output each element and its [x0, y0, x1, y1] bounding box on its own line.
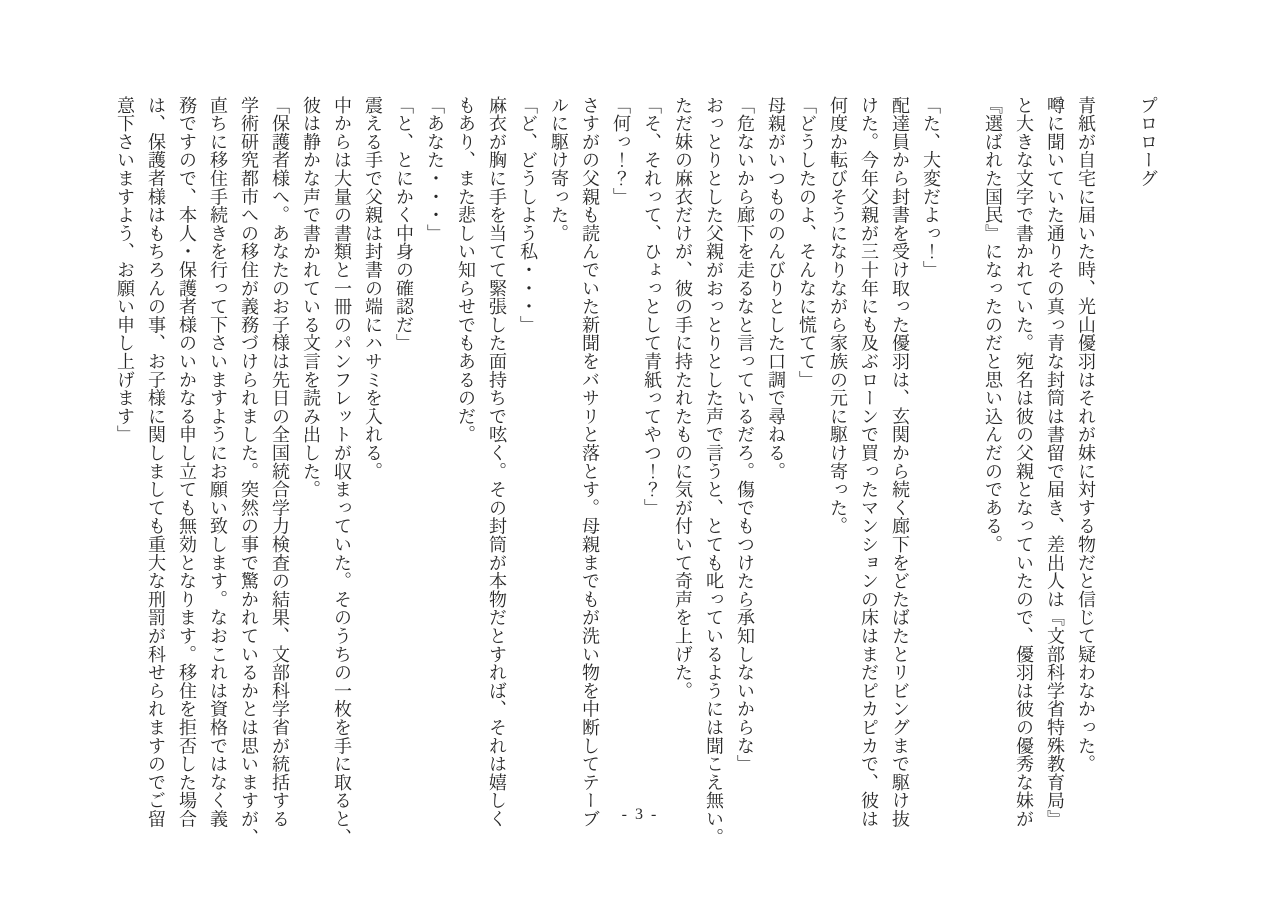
page-number: - 3 -: [621, 806, 659, 823]
text-line: 「何っ！？」: [611, 96, 631, 206]
text-line: 直ちに移住手続きを行って下さいますようにお願い致します。なおこれは資格ではなく義: [208, 96, 228, 828]
text-line: 学術研究都市への移住が義務づけられました。突然の事で驚かれているかとは思いますが、: [239, 96, 259, 847]
text-line: 青紙が自宅に届いた時、光山優羽はそれが妹に対する物だと信じて疑わなかった。: [1076, 96, 1096, 774]
prologue-text-block: [109, 96, 1163, 856]
text-line: 彼は静かな声で書かれている文言を読み出した。: [301, 96, 321, 499]
text-line: ただ妹の麻衣だけが、彼の手に持たれたものに気が付いて奇声を上げた。: [673, 96, 693, 700]
text-line: 「保護者様へ。あなたのお子様は先日の全国統合学力検査の結果、文部科学省が統括する: [270, 96, 290, 828]
text-line: 何度か転びそうになりながら家族の元に駆け寄った。: [828, 96, 848, 536]
text-line: 震える手で父親は封書の端にハサミを入れる。: [363, 96, 383, 481]
text-line: 「どうしたのよ、そんなに慌てて」: [797, 96, 817, 389]
text-line: 配達員から封書を受け取った優羽は、玄関から続く廊下をどたばたとリビングまで駆け抜: [890, 96, 910, 828]
blank-column: [1101, 96, 1132, 856]
text-line: さすがの父親も読んでいた新聞をバサリと落とす。母親までもが洗い物を中断してテーブ: [580, 96, 600, 828]
text-line: おっとりとした父親がおっとりとした声で言うと、とても叱っているようには聞こえ無い。: [704, 96, 724, 847]
blank-column: [946, 96, 977, 856]
chapter-title: プロローグ: [1138, 96, 1158, 188]
text-line: 務ですので、本人・保護者様のいかなる申し立ても無効となります。移住を拒否した場合: [177, 96, 197, 828]
text-line: と大きな文字で書かれていた。宛名は彼の父親となっていたので、優羽は彼の優秀な妹が: [1014, 96, 1034, 828]
text-line: 『選ばれた国民』になったのだと思い込んだのである。: [983, 96, 1003, 554]
text-line: 噂に聞いていた通りその真っ青な封筒は書留で届き、差出人は『文部科学省特殊教育局』: [1045, 96, 1065, 828]
text-line: 「危ないから廊下を走るなと言っているだろ。傷でもつけたら承知しないからな」: [735, 96, 755, 774]
text-line: は、保護者様はもちろんの事、お子様に関しましても重大な刑罰が科せられますのでご留: [146, 96, 166, 828]
text-line: もあり、また悲しい知らせでもあるのだ。: [456, 96, 476, 444]
text-line: 意下さいますよう、お願い申し上げます」: [115, 96, 135, 444]
text-line: 中からは大量の書類と一冊のパンフレットが収まっていた。そのうちの一枚を手に取ると、: [332, 96, 352, 847]
text-line: 「そ、それって、ひょっとして青紙ってやつ！？」: [642, 96, 662, 517]
text-line: 母親がいつもののんびりとした口調で尋ねる。: [766, 96, 786, 481]
text-line: 「あなた・・・」: [425, 96, 445, 243]
text-line: 「ど、どうしよう私・・・」: [518, 96, 538, 334]
text-line: 麻衣が胸に手を当てて緊張した面持ちで呟く。その封筒が本物だとすれば、それは嬉しく: [487, 96, 507, 828]
text-line: けた。今年父親が三十年にも及ぶローンで買ったマンションの床はまだピカピカで、彼は: [859, 96, 879, 828]
text-line: 「と、とにかく中身の確認だ」: [394, 96, 414, 353]
text-line: 「た、大変だよっ！」: [921, 96, 941, 279]
text-line: ルに駆け寄った。: [549, 96, 569, 243]
